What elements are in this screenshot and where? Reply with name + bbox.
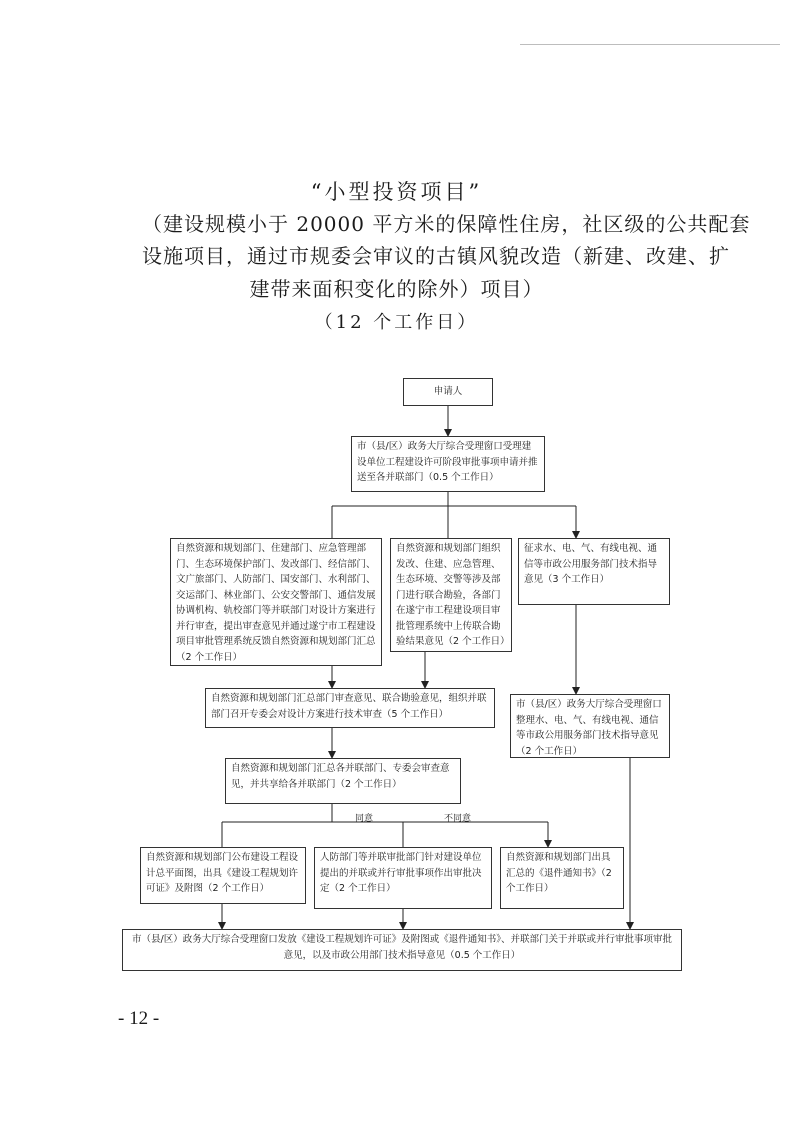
step-final-issue: 市（县/区）政务大厅综合受理窗口发放《建设工程规划许可证》及附图或《退件通知书》、并联部门关于并联或并行审批事项审批意见，以及市政公用部门技术指导意见（0.5 个工作日） bbox=[122, 929, 682, 971]
page-number: - 12 - bbox=[118, 1008, 160, 1029]
branch-after-share bbox=[222, 804, 548, 847]
step-department-review: 自然资源和规划部门、住建部门、应急管理部门、生态环境保护部门、发改部门、经信部门、文广旅部门、人防部门、国安部门、水利部门、交运部门、林业部门、公安交警部门、通信发展协调机构、轨校部门等并联部门对设计方案进行并行审查，提出审查意见并通过遂宁市工程建设项目审批管理系统反馈自然资源和规划部门汇总（2 个工作日） bbox=[170, 538, 382, 666]
subtitle-line-1: （建设规模小于 20000 平方米的保障性住房，社区级的公共配套 bbox=[142, 212, 751, 236]
step-share-opinions: 自然资源和规划部门汇总各并联部门、专委会审查意见，并共享给各并联部门（2 个工作日） bbox=[225, 758, 461, 804]
step-issue-permit: 自然资源和规划部门公布建设工程设计总平面图，出具《建设工程规划许可证》及附图（2 个工作日） bbox=[140, 847, 306, 904]
page-title: “小型投资项目” bbox=[310, 180, 483, 204]
label-disagree: 不同意 bbox=[444, 814, 472, 824]
step-applicant: 申请人 bbox=[403, 378, 493, 406]
step-window-utility-advice: 市（县/区）政务大厅综合受理窗口整理水、电、气、有线电视、通信等市政公用服务部门技术指导意见（2 个工作日） bbox=[510, 694, 670, 758]
step-window-accept: 市（县/区）政务大厅综合受理窗口受理建设单位工程建设许可阶段审批事项申请并推送至各并联部门（0.5 个工作日） bbox=[351, 436, 545, 492]
subtitle-line-2: 设施项目，通过市规委会审议的古镇风貌改造（新建、改建、扩 bbox=[142, 244, 730, 268]
label-agree: 同意 bbox=[355, 814, 374, 824]
subtitle-line-3: 建带来面积变化的除外）项目） bbox=[249, 277, 544, 301]
branch-after-accept bbox=[332, 492, 576, 538]
step-parallel-decision: 人防部门等并联审批部门针对建设单位提出的并联或并行审批事项作出审批决定（2 个工作日） bbox=[314, 847, 492, 909]
working-days-total: （12 个工作日） bbox=[314, 312, 479, 333]
step-joint-survey: 自然资源和规划部门组织发改、住建、应急管理、生态环境、交警等涉及部门进行联合勘验，各部门在遂宁市工程建设项目审批管理系统中上传联合勘验结果意见（2 个工作日） bbox=[390, 538, 512, 652]
step-return-notice: 自然资源和规划部门出具汇总的《退件通知书》（2 个工作日） bbox=[500, 847, 624, 909]
step-utility-advice: 征求水、电、气、有线电视、通信等市政公用服务部门技术指导意见（3 个工作日） bbox=[518, 538, 670, 605]
step-summary-meeting: 自然资源和规划部门汇总部门审查意见、联合勘验意见，组织并联部门召开专委会对设计方案进行技术审查（5 个工作日） bbox=[205, 688, 495, 728]
